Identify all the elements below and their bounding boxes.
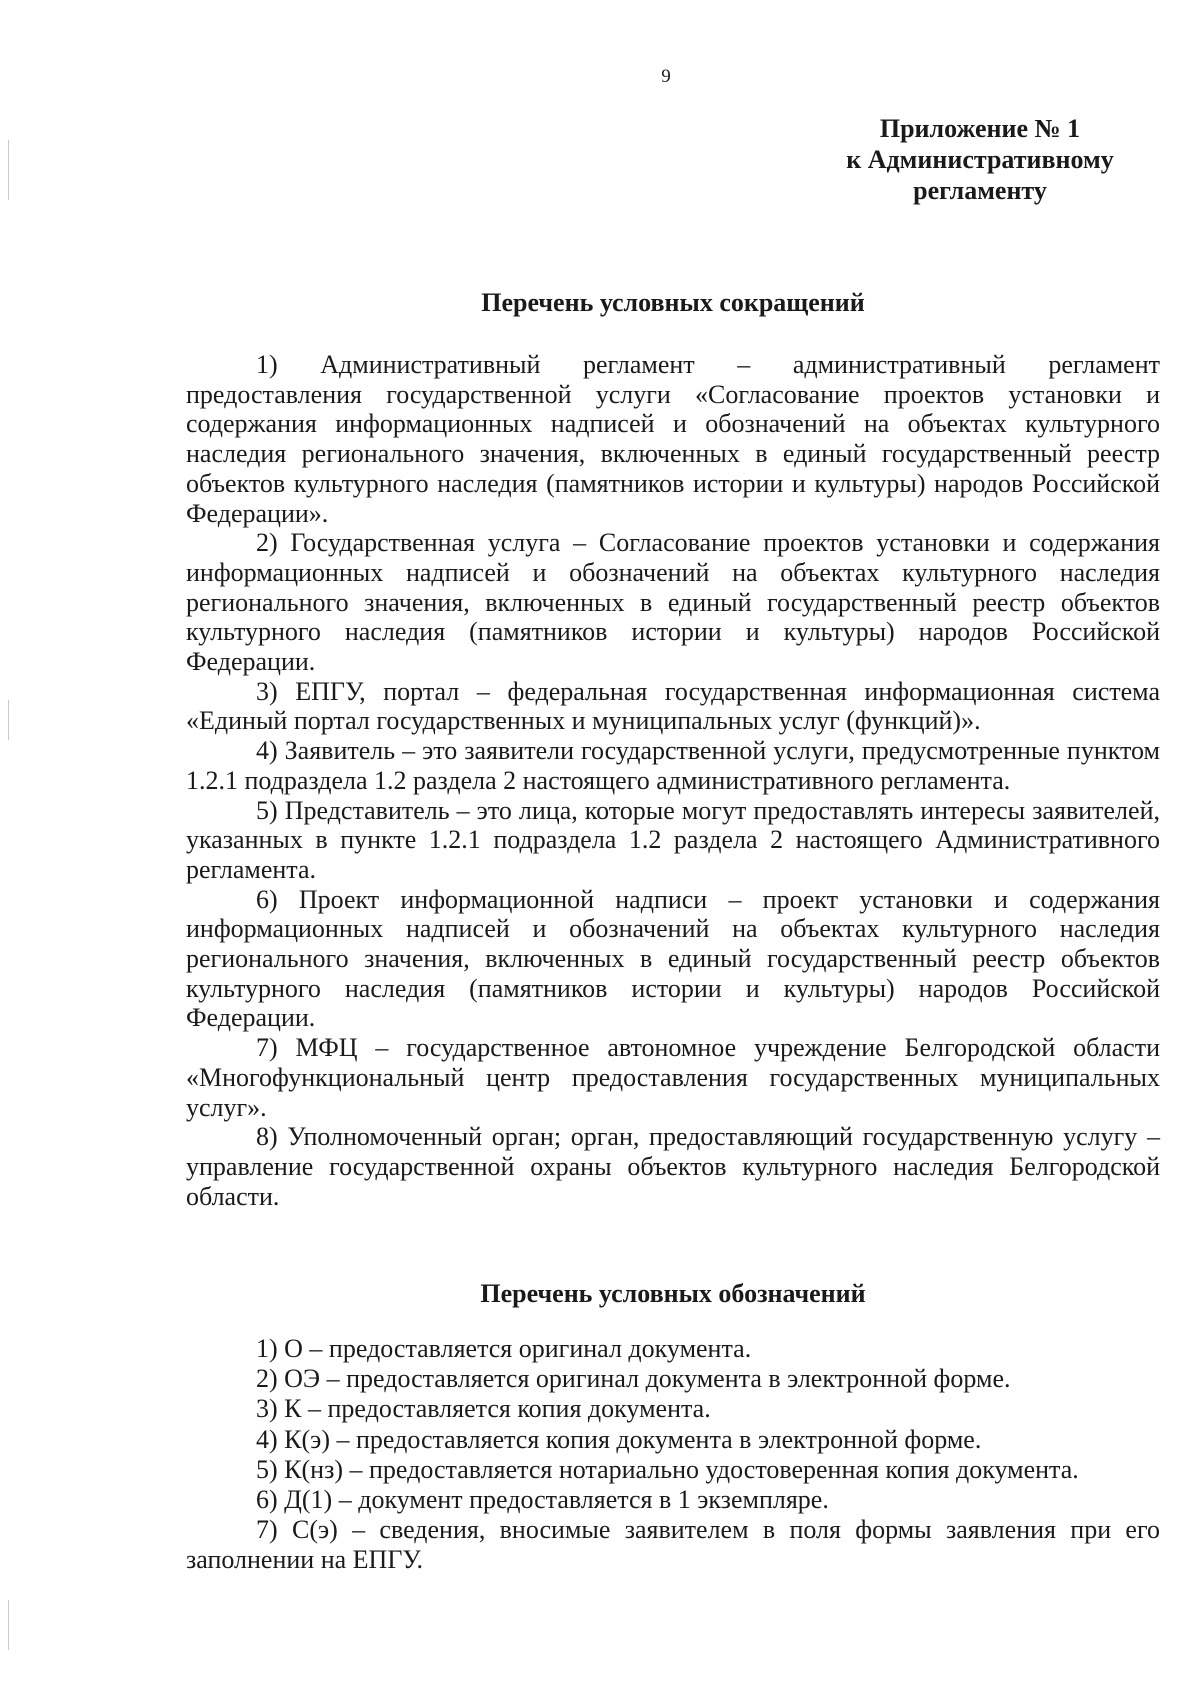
symbol-item: 4) К(э) – предоставляется копия документа в электронной форме. [256, 1424, 982, 1454]
page-number: 9 [661, 66, 671, 87]
abbreviation-item: 2) Государственная услуга – Согласование проектов установки и содержания информационных надписей и обозначений на объектах культурного наследия регионального значения, включенных в единый государственный реестр объектов культурного наследия (памятников истории и культуры) народов Российской Федерации. [186, 528, 1160, 677]
symbols-title: Перечень условных обозначений [480, 1279, 866, 1308]
abbreviations-title: Перечень условных сокращений [481, 288, 865, 317]
abbreviation-item: 4) Заявитель – это заявители государственной услуги, предусмотренные пунктом 1.2.1 подраздела 1.2 раздела 2 настоящего административного регламента. [186, 736, 1160, 795]
abbreviation-item: 5) Представитель – это лица, которые могут предоставлять интересы заявителей, указанных в пункте 1.2.1 подраздела 1.2 раздела 2 настоящего Административного регламента. [186, 795, 1160, 884]
symbol-item: 1) О – предоставляется оригинал документа. [256, 1334, 752, 1363]
appendix-line: Приложение № 1 [879, 114, 1081, 143]
abbreviations-list [186, 350, 1160, 1211]
appendix-line: регламенту [913, 176, 1047, 205]
abbreviation-item: 8) Уполномоченный орган; орган, предоставляющий государственную услугу – управление государственной охраны объектов культурного наследия Белгородской области. [186, 1122, 1160, 1211]
abbreviation-item: 6) Проект информационной надписи – проект установки и содержания информационных надписей и обозначений на объектах культурного наследия регионального значения, включенных в единый государственный реестр объектов культурного наследия (памятников истории и культуры) народов Российской Федерации. [186, 884, 1160, 1033]
symbol-item: 6) Д(1) – документ предоставляется в 1 экземпляре. [256, 1485, 829, 1515]
symbol-item: 7) С(э) – сведения, вносимые заявителем в поля формы заявления при его заполнении на ЕПГУ. [186, 1515, 1160, 1575]
appendix-line: к Административному [846, 145, 1114, 174]
symbol-item: 3) К – предоставляется копия документа. [256, 1394, 711, 1424]
scan-margin-line [8, 700, 9, 740]
abbreviation-item: 7) МФЦ – государственное автономное учреждение Белгородской области «Многофункциональный центр предоставления государственных муниципальных услуг». [186, 1033, 1160, 1122]
abbreviation-item: 1) Административный регламент – административный регламент предоставления государственной услуги «Согласование проектов установки и содержания информационных надписей и обозначений на объектах культурного наследия регионального значения, включенных в единый государственный реестр объектов культурного наследия (памятников истории и культуры) народов Российской Федерации». [186, 350, 1160, 528]
scan-margin-line [8, 140, 9, 200]
appendix-header [800, 113, 1160, 206]
symbol-item: 5) К(нз) – предоставляется нотариально удостоверенная копия документа. [256, 1454, 1079, 1484]
scan-margin-line [8, 1600, 9, 1650]
symbol-item: 2) ОЭ – предоставляется оригинал документа в электронной форме. [256, 1364, 1011, 1394]
symbols-list [186, 1334, 1160, 1576]
abbreviation-item: 3) ЕПГУ, портал – федеральная государственная информационная система «Единый портал государственных и муниципальных услуг (функций)». [186, 676, 1160, 736]
